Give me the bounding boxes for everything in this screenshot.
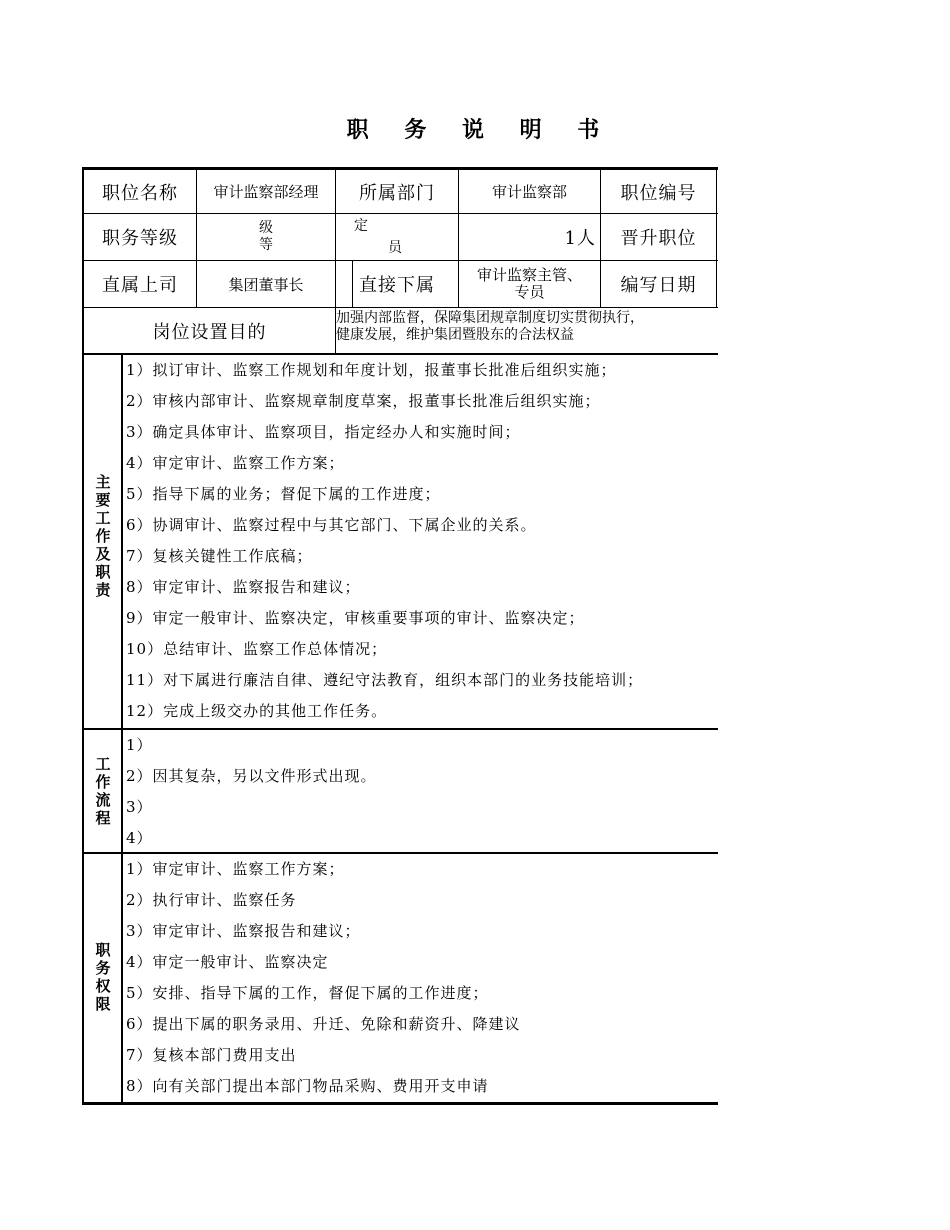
subordinate-line1: 审计监察主管、 (476, 266, 582, 284)
date-label: 编写日期 (620, 275, 697, 296)
list-item: 3）审定审计、监察报告和建议； (126, 922, 361, 940)
quota-bottom-label: 员 (388, 240, 402, 256)
duties-label-char: 作 (95, 527, 111, 545)
list-item: 5）指导下属的业务；督促下属的工作进度； (126, 485, 441, 503)
list-item: 12）完成上级交办的其他工作任务。 (126, 702, 388, 720)
department-label: 所属部门 (359, 182, 435, 204)
purpose-line1: 加强内部监督，保障集团规章制度切实贯彻执行， (336, 310, 644, 326)
workflow-label-char: 流 (95, 791, 111, 809)
duties-list (126, 355, 643, 727)
list-item: 2）执行审计、监察任务 (126, 891, 297, 909)
duties-label-char: 工 (95, 509, 111, 527)
duties-section-label (83, 473, 123, 599)
page-title: 职 务 说 明 书 (346, 117, 614, 143)
authority-label-char: 务 (95, 959, 111, 977)
position-code-label: 职位编号 (620, 182, 697, 204)
workflow-list (126, 730, 377, 854)
grade-top-text: 级 (259, 220, 273, 236)
duties-label-char: 及 (95, 545, 111, 563)
department-value: 审计监察部 (491, 183, 567, 201)
rule-bottom (82, 1102, 718, 1105)
list-item: 9）审定一般审计、监察决定，审核重要事项的审计、监察决定； (126, 609, 585, 627)
duties-label-char: 职 (95, 563, 111, 581)
duties-label-char: 责 (95, 581, 111, 599)
subordinate-value (459, 261, 600, 307)
list-item: 1）拟订审计、监察工作规划和年度计划，报董事长批准后组织实施； (126, 361, 617, 379)
list-item: 8）向有关部门提出本部门物品采购、费用开支申请 (126, 1077, 489, 1095)
quota-top-label: 定 (354, 218, 368, 234)
workflow-label-char: 程 (95, 809, 111, 827)
position-name-value: 审计监察部经理 (213, 183, 319, 201)
authority-section-label (83, 941, 123, 1013)
position-name-label: 职位名称 (102, 182, 178, 204)
authority-label-char: 权 (95, 977, 111, 995)
list-item: 2）因其复杂，另以文件形式出现。 (126, 767, 377, 785)
promotion-label: 晋升职位 (620, 228, 697, 249)
list-item: 4） (126, 829, 153, 847)
supervisor-label: 直属上司 (102, 275, 178, 296)
grade-value (197, 214, 335, 260)
list-item: 2）审核内部审计、监察规章制度草案，报董事长批准后组织实施； (126, 392, 601, 410)
list-item: 6）协调审计、监察过程中与其它部门、下属企业的关系。 (126, 516, 537, 534)
list-item: 3）确定具体审计、监察项目，指定经办人和实施时间； (126, 423, 521, 441)
workflow-label-char: 工 (95, 755, 111, 773)
purpose-label: 岗位设置目的 (152, 321, 267, 343)
duties-label-char: 主 (95, 473, 111, 491)
list-item: 4）审定一般审计、监察决定 (126, 953, 329, 971)
list-item: 10）总结审计、监察工作总体情况； (126, 640, 388, 658)
list-item: 1） (126, 736, 153, 754)
list-item: 11）对下属进行廉洁自律、遵纪守法教育，组织本部门的业务技能培训； (126, 671, 644, 689)
list-item: 7）复核本部门费用支出 (126, 1046, 297, 1064)
rule-col5 (716, 167, 717, 307)
authority-label-char: 职 (95, 941, 111, 959)
subordinate-label: 直接下属 (359, 275, 435, 296)
list-item: 3） (126, 798, 153, 816)
list-item: 5）安排、指导下属的工作，督促下属的工作进度； (126, 984, 489, 1002)
job-description-table (82, 167, 718, 1105)
workflow-label-char: 作 (95, 773, 111, 791)
subordinate-line2: 专员 (514, 283, 545, 301)
list-item: 8）审定审计、监察报告和建议； (126, 578, 361, 596)
grade-bottom-text: 等 (259, 237, 273, 253)
supervisor-value: 集团董事长 (228, 275, 304, 294)
quota-value: 1人 (564, 228, 596, 249)
list-item: 6）提出下属的职务录用、升迁、免除和薪资升、降建议 (126, 1015, 521, 1033)
authority-label-char: 限 (95, 995, 111, 1013)
purpose-line2: 健康发展，维护集团暨股东的合法权益 (336, 327, 574, 343)
duties-label-char: 要 (95, 491, 111, 509)
grade-label: 职务等级 (102, 228, 178, 249)
workflow-section-label (83, 755, 123, 827)
authority-list (126, 854, 521, 1102)
purpose-text (336, 310, 644, 344)
list-item: 7）复核关键性工作底稿； (126, 547, 313, 565)
list-item: 1）审定审计、监察工作方案； (126, 860, 345, 878)
list-item: 4）审定审计、监察工作方案； (126, 454, 345, 472)
